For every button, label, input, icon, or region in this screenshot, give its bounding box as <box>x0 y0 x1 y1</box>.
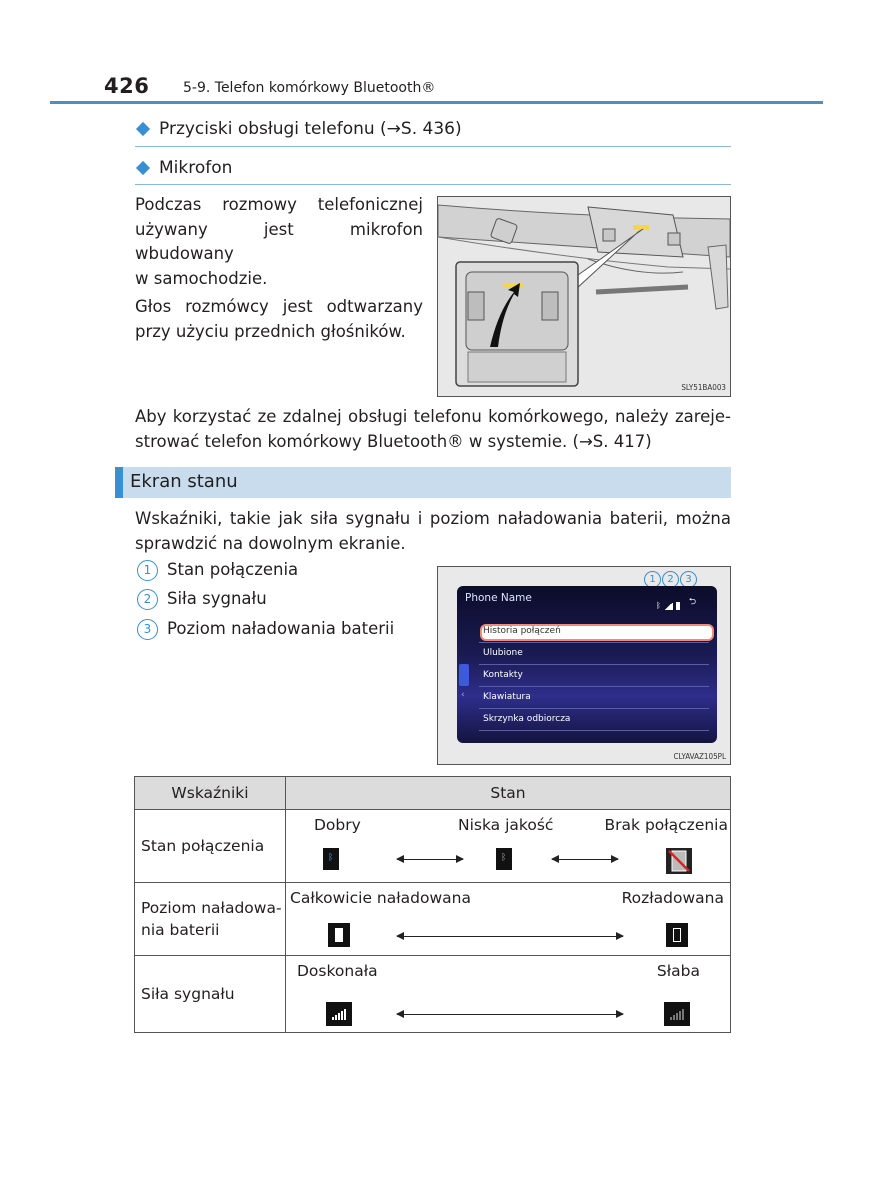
double-arrow-icon <box>397 1014 623 1015</box>
section-title: 5-9. Telefon komórkowy Bluetooth® <box>183 80 436 96</box>
double-arrow-icon <box>397 859 463 860</box>
mic-line: w samochodzie. <box>135 268 268 288</box>
menu-item[interactable]: Klawiatura <box>483 692 531 702</box>
chevron-left-icon[interactable]: ‹ <box>461 690 465 700</box>
section-heading-marker <box>115 467 123 498</box>
page-number: 426 <box>104 74 150 98</box>
divider <box>135 184 731 185</box>
mic-paragraph <box>135 193 423 344</box>
list-item-label: Poziom naładowania baterii <box>167 619 395 638</box>
no-connection-icon <box>666 848 692 874</box>
section-heading: Ekran stanu <box>130 471 238 492</box>
topic-microphone <box>138 158 232 178</box>
remote-paragraph <box>135 405 731 454</box>
screen-title: Phone Name <box>465 592 532 604</box>
table-row <box>135 810 731 883</box>
mic-line: Podczas rozmowy telefonicznej <box>135 195 423 214</box>
state-label: Dobry <box>314 816 361 834</box>
state-cell <box>286 810 730 882</box>
mic-line: przy użyciu przednich głośników. <box>135 321 406 341</box>
row-label <box>135 883 286 956</box>
bluetooth-good-icon: ᛒ <box>323 848 339 870</box>
header-rule <box>50 101 823 104</box>
menu-item[interactable]: Historia połączeń <box>483 626 561 636</box>
topic-microphone-label: Mikrofon <box>159 158 233 178</box>
status-intro <box>135 507 731 556</box>
state-label: Niska jakość <box>458 816 554 834</box>
callout-number: 1 <box>137 560 158 581</box>
state-label: Brak połączenia <box>604 816 728 834</box>
topic-phone-buttons-label: Przyciski obsługi telefonu (→S. 436) <box>159 119 462 139</box>
list-item <box>137 619 394 640</box>
row-label-line: Poziom naładowa- <box>141 899 282 917</box>
callout-number: 3 <box>680 571 697 588</box>
state-label: Całkowicie naładowana <box>290 889 471 907</box>
menu-item[interactable]: Kontakty <box>483 670 523 680</box>
indicators-table <box>134 776 731 1033</box>
battery-full-icon <box>328 923 350 947</box>
signal-weak-icon <box>664 1002 690 1026</box>
signal-icon <box>664 603 673 610</box>
table-row <box>135 956 731 1033</box>
status-intro-line: Wskaźniki, takie jak siła sygnału i poziom naładowania baterii, można <box>135 509 731 528</box>
diamond-bullet-icon <box>136 122 150 136</box>
row-label: Siła sygnału <box>135 956 286 1033</box>
menu-item[interactable]: Skrzynka odbiorcza <box>483 714 571 724</box>
callout-number: 3 <box>137 619 158 640</box>
list-item-label: Siła sygnału <box>167 589 267 608</box>
back-icon[interactable]: ⮌ <box>688 597 697 607</box>
bluetooth-poor-icon: ᛒ <box>496 848 512 870</box>
screen-status-icons <box>656 594 696 610</box>
table-row <box>135 883 731 956</box>
car-ceiling-drawing <box>438 197 730 396</box>
list-item <box>137 560 298 581</box>
battery-empty-icon <box>666 923 688 947</box>
table-header-state: Stan <box>286 777 731 810</box>
state-cell <box>286 883 730 955</box>
microphone-illustration <box>437 196 731 397</box>
divider <box>135 146 731 147</box>
state-label: Słaba <box>656 962 700 980</box>
remote-line: Aby korzystać ze zdalnej obsługi telefonu komórkowego, należy zareje- <box>135 407 731 426</box>
mic-line: Głos rozmówcy jest odtwarzany <box>135 297 423 316</box>
image-code: SLY51BA003 <box>681 383 726 392</box>
phone-screen-illustration <box>437 566 731 765</box>
mic-line: używany jest mikrofon wbudowany <box>135 219 423 263</box>
double-arrow-icon <box>397 936 623 937</box>
signal-excellent-icon <box>326 1002 352 1026</box>
battery-icon <box>676 602 680 610</box>
table-header-indicators: Wskaźniki <box>135 777 286 810</box>
side-tab[interactable] <box>459 664 469 686</box>
callout-number: 2 <box>137 589 158 610</box>
bluetooth-icon: ᛒ <box>656 601 661 610</box>
callout-number: 1 <box>644 571 661 588</box>
list-item-label: Stan połączenia <box>167 560 299 579</box>
row-label-line: nia baterii <box>141 921 220 939</box>
state-cell <box>286 956 730 1032</box>
image-code: CLYAVAZ105PL <box>673 752 726 761</box>
state-label: Doskonała <box>297 962 378 980</box>
menu-item[interactable]: Ulubione <box>483 648 523 658</box>
state-label: Rozładowana <box>621 889 724 907</box>
remote-line: strować telefon komórkowy Bluetooth® w systemie. (→S. 417) <box>135 431 652 451</box>
infotainment-screen <box>457 586 717 743</box>
topic-phone-buttons <box>138 119 462 139</box>
diamond-bullet-icon <box>136 161 150 175</box>
status-intro-line: sprawdzić na dowolnym ekranie. <box>135 533 406 553</box>
callout-number: 2 <box>662 571 679 588</box>
row-label: Stan połączenia <box>135 810 286 883</box>
double-arrow-icon <box>552 859 618 860</box>
list-item <box>137 589 267 610</box>
